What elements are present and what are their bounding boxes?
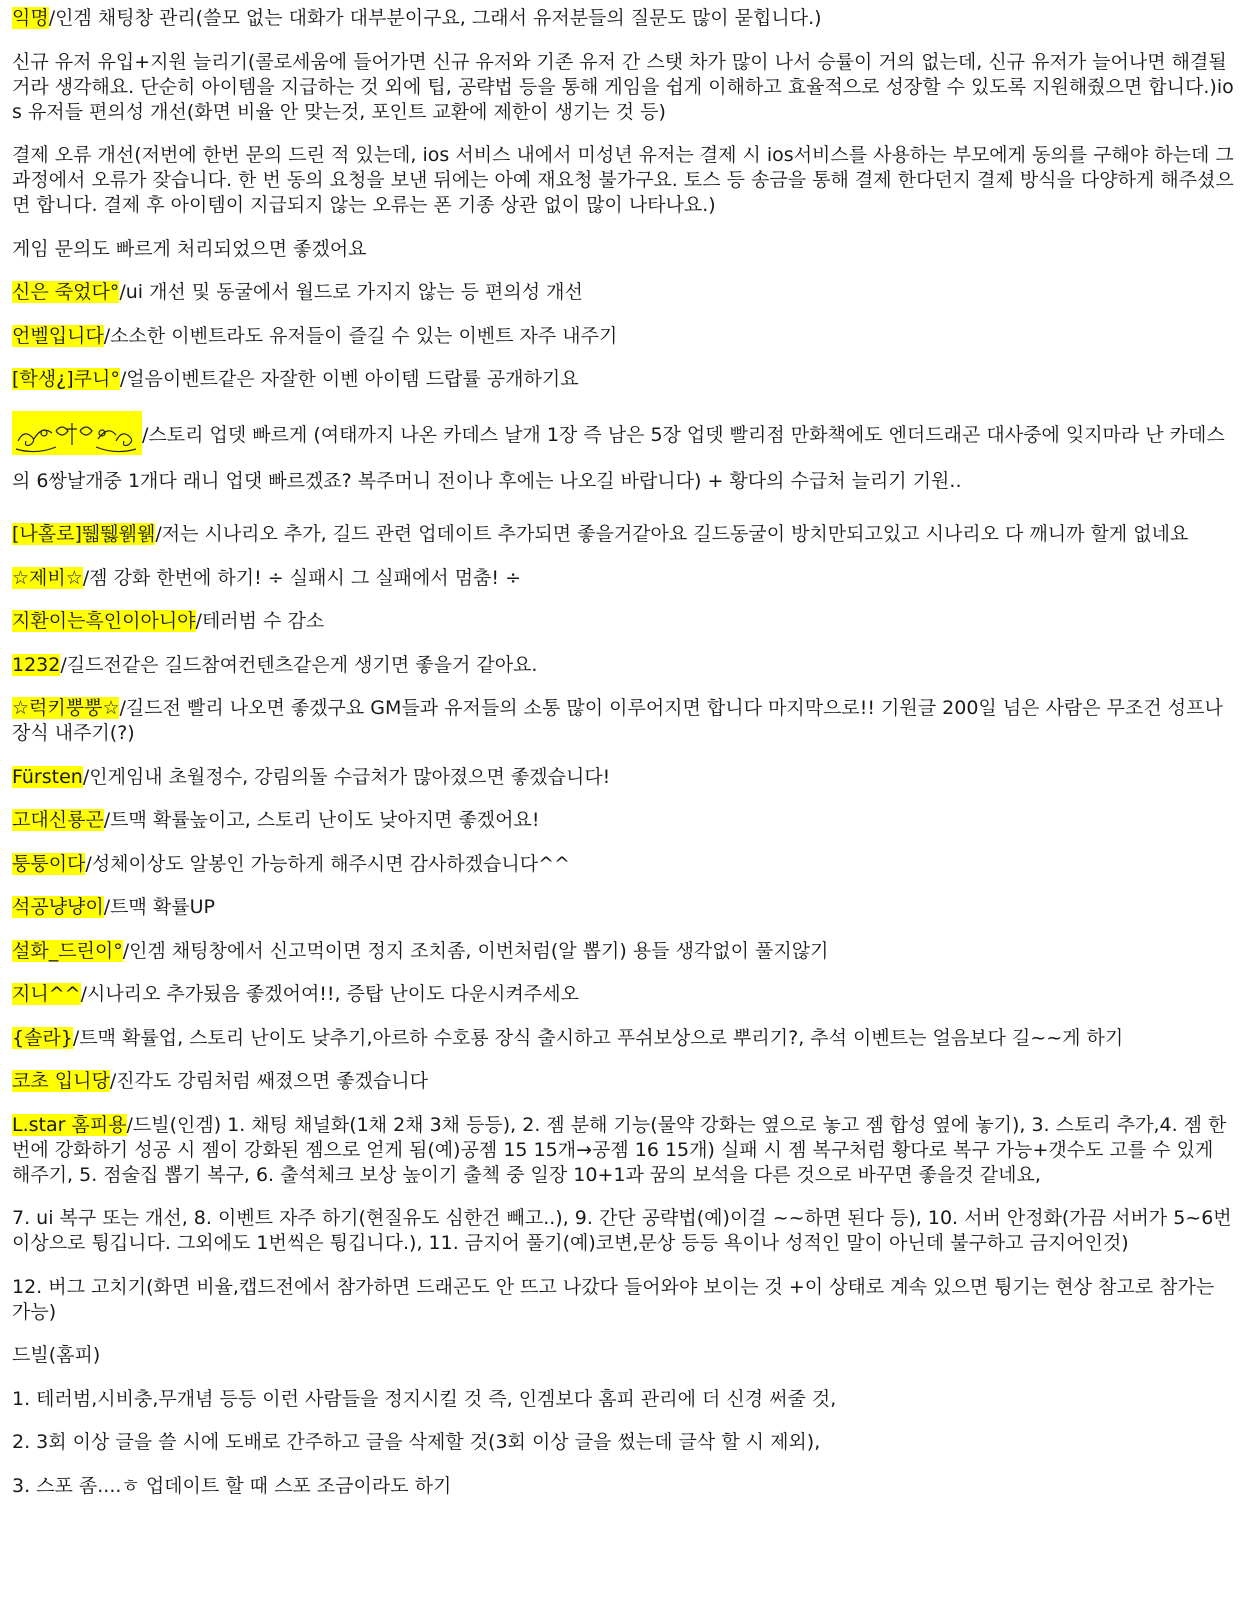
feedback-paragraph [12, 566, 1234, 591]
feedback-paragraph [12, 1343, 1234, 1368]
user-nickname: [학생¿]쿠니° [12, 368, 120, 390]
feedback-paragraph [12, 1113, 1234, 1188]
feedback-text: 7. ui 복구 또는 개선, 8. 이벤트 자주 하기(현질유도 심한건 빼고..), 9. 간단 공략법(예)이걸 ~~하면 된다 등), 10. 서버 안정화(가끔 서버가 5~6번 이상으로 튕깁니다. 그외에도 1번씩은 튕깁니다.), 11. 금지어 풀기(예)코변,문상 등등 욕이나 성적인 말이 아닌데 불구하고 금지어인것) [12, 1207, 1238, 1254]
feedback-paragraph [12, 143, 1240, 218]
user-nickname: 고대신룡곤 [12, 809, 104, 831]
feedback-paragraph [12, 50, 1234, 125]
feedback-paragraph [12, 982, 1234, 1007]
feedback-text: /길드전 빨리 나오면 좋겠구요 GM들과 유저들의 소통 많이 이루어지면 합니다 마지막으로!! 기원글 200일 넘은 사람은 무조건 성프나 장식 내주기(?) [12, 697, 1229, 744]
feedback-text: /인겜 채팅창에서 신고먹이면 정지 조치좀, 이번처럼(알 뽑기) 용들 생각없이 풀지않기 [122, 939, 829, 962]
user-nickname: 언벨입니다 [12, 324, 104, 347]
feedback-text: /트맥 확률UP [103, 896, 216, 918]
user-nickname: Fürsten [12, 765, 83, 788]
feedback-text: /인겜 채팅창 관리(쓸모 없는 대화가 대부분이구요, 그래서 유저분들의 질문도 많이 묻힙니다.) [48, 7, 822, 29]
feedback-text: 드빌(홈피) [12, 1344, 101, 1366]
feedback-paragraph [12, 1206, 1238, 1256]
feedback-text: /드빌(인겜) 1. 채팅 채널화(1채 2채 3채 등등), 2. 젬 분해 기능(물약 강화는 옆으로 놓고 젬 합성 옆에 놓기), 3. 스토리 추가,4. 젬 한 번에 강화하기 성공 시 젬이 강화된 젬으로 얻게 됨(예)공젬 15 15개→공젬 16 15개) 실패 시 젬 복구처럼 황다로 복구 가능+갯수도 고를 수 있게 해주기, 5. 점술집 뽑기 복구, 6. 출석체크 보상 높이기 출첵 중 일장 10+1과 꿈의 보석을 다른 것으로 바꾸면 좋을것 같네요, [12, 1113, 1233, 1186]
feedback-paragraph [12, 1026, 1234, 1051]
feedback-paragraph [12, 609, 1234, 634]
user-nickname: 익명 [12, 7, 49, 29]
feedback-paragraph [12, 1430, 1234, 1455]
feedback-paragraph [12, 1069, 1234, 1094]
feedback-paragraph [12, 1275, 1234, 1325]
feedback-text: 12. 버그 고치기(화면 비율,캡드전에서 참가하면 드래곤도 안 뜨고 나갔다 들어와야 보이는 것 +이 상태로 계속 있으면 튕기는 현상 참고로 참가는 가능) [12, 1275, 1221, 1323]
feedback-paragraph [12, 653, 1234, 678]
feedback-text: 3. 스포 좀....ㅎ 업데이트 할 때 스포 조금이라도 하기 [12, 1474, 452, 1497]
user-nickname: 지환이는흑인이아니야 [12, 610, 196, 632]
user-nickname: {솔라} [12, 1026, 73, 1049]
user-nickname: 1232 [12, 653, 61, 676]
feedback-text: /저는 시나리오 추가, 길드 관련 업데이트 추가되면 좋을거같아요 길드동굴이 방치만되고있고 시나리오 다 깨니까 할게 없네요 [155, 523, 1189, 545]
feedback-paragraph [12, 522, 1234, 547]
feedback-paragraph [12, 1474, 1234, 1499]
user-nickname: ☆제비☆ [12, 566, 83, 589]
feedback-text: /성체이상도 알봉인 가능하게 해주시면 감사하겠습니다^^ [85, 852, 570, 875]
feedback-text: /소소한 이벤트라도 유저들이 즐길 수 있는 이벤트 자주 내주기 [103, 324, 618, 347]
feedback-text: 신규 유저 유입+지원 늘리기(콜로세움에 들어가면 신규 유저와 기존 유저 간 스탯 차가 많이 나서 승률이 거의 없는데, 신규 유저가 늘어나면 해결될 거라 생각해요. 단순히 아이템을 지급하는 것 외에 팁, 공략법 등을 통해 게임을 쉽게 이해하고 효율적으로 성장할 수 있도록 지원해줬으면 합니다.)ios 유저들 편의성 개선(화면 비율 안 맞는것, 포인트 교환에 제한이 생기는 것 등) [12, 50, 1234, 123]
feedback-text: /테러범 수 감소 [195, 610, 325, 632]
feedback-paragraph [12, 237, 1234, 262]
feedback-paragraph [12, 324, 1234, 349]
feedback-text: 2. 3회 이상 글을 쓸 시에 도배로 간주하고 글을 삭제할 것(3회 이상 글을 썼는데 글삭 할 시 제외), [12, 1431, 821, 1453]
feedback-text: /얼음이벤트같은 자잘한 이벤 아이템 드랍률 공개하기요 [119, 368, 579, 390]
feedback-paragraph [12, 852, 1234, 877]
user-nickname: 지니^^ [12, 983, 81, 1005]
user-nickname: ☆럭키뿡뿡☆ [12, 697, 120, 719]
feedback-paragraph [12, 1387, 1234, 1412]
feedback-text: /진각도 강림처럼 쌔졌으면 좋겠습니다 [109, 1070, 428, 1092]
feedback-text: /젬 강화 한번에 하기! ÷ 실패시 그 실패에서 멈춤! ÷ [82, 566, 521, 589]
feedback-text: 결제 오류 개선(저번에 한번 문의 드린 적 있는데, ios 서비스 내에서 미성년 유저는 결제 시 ios서비스를 사용하는 부모에게 동의를 구해야 하는데 그 과정에서 오류가 잦습니다. 한 번 동의 요청을 보낸 뒤에는 아예 재요청 불가구요. 토스 등 송금을 통해 결제 한다던지 결제 방식을 다양하게 해주셨으면 합니다. 결제 후 아이템이 지급되지 않는 오류는 폰 기종 상관 없이 많이 나타나요.) [12, 144, 1240, 216]
feedback-text: /인게임내 초월정수, 강림의돌 수급처가 많아졌으면 좋겠습니다! [82, 765, 611, 788]
feedback-paragraph [12, 895, 1234, 920]
feedback-text: /ui 개선 및 동굴에서 월드로 가지지 않는 등 편의성 개선 [119, 281, 583, 303]
feedback-text: 1. 테러범,시비충,무개념 등등 이런 사람들을 정지시킬 것 즉, 인겜보다 홈피 관리에 더 신경 써줄 것, [12, 1387, 837, 1410]
feedback-text: /트맥 확률업, 스토리 난이도 낮추기,아르하 수호룡 장식 출시하고 푸쉬보상으로 뿌리기?, 추석 이벤트는 얼음보다 길~~게 하기 [72, 1026, 1124, 1049]
user-nickname: 설화_드린이° [12, 939, 123, 962]
decorative-nickname-icon [12, 411, 142, 455]
feedback-paragraph [12, 367, 1234, 392]
feedback-text: 게임 문의도 빠르게 처리되었으면 좋겠어요 [12, 237, 367, 260]
user-nickname: 코초 입니당 [12, 1070, 110, 1092]
feedback-paragraph [12, 696, 1234, 746]
feedback-paragraph [12, 939, 1234, 964]
user-nickname: [나홀로]뛟뛣웱웱 [12, 523, 156, 545]
feedback-paragraph [12, 280, 1234, 305]
feedback-paragraph [12, 6, 1234, 31]
feedback-paragraph [12, 411, 1234, 504]
user-nickname: 석공냥냥이 [12, 896, 104, 918]
user-nickname: L.star 홈피용 [12, 1113, 127, 1136]
document-body [12, 6, 1240, 1517]
feedback-paragraph [12, 808, 1234, 833]
user-nickname: 신은 죽었다° [12, 281, 120, 303]
feedback-text: /시나리오 추가됬음 좋겠어여!!, 증탑 난이도 다운시켜주세오 [80, 983, 579, 1005]
feedback-paragraph [12, 765, 1234, 790]
feedback-text: /스토리 업뎃 빠르게 (여태까지 나온 카데스 날개 1장 즉 남은 5장 업뎃 빨리점 만화책에도 엔더드래곤 대사중에 잊지마라 난 카데스의 6쌍날개중 1개다 래니 업댓 빠르겠죠? 복주머니 전이나 후에는 나오길 바랍니다) + 황다의 수급처 늘리기 기원.. [12, 423, 1225, 492]
feedback-text: /길드전같은 길드참여컨텐츠같은게 생기면 좋을거 같아요. [60, 653, 538, 676]
user-nickname: 퉁퉁이다 [12, 852, 86, 875]
feedback-text: /트맥 확률높이고, 스토리 난이도 낮아지면 좋겠어요! [103, 809, 540, 831]
